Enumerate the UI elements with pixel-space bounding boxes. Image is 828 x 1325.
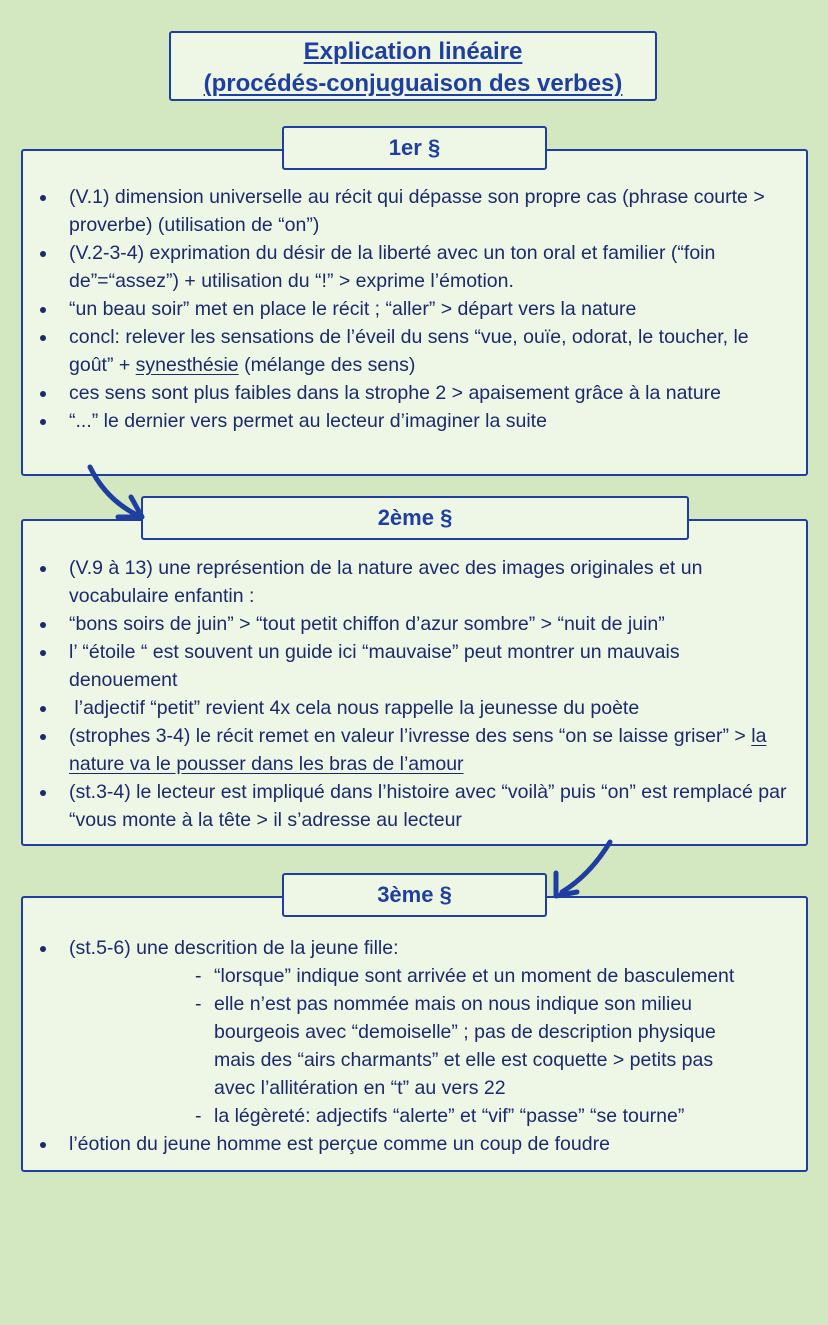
sub-item-text: bourgeois avec “demoiselle” ; pas de description physique [214, 1021, 716, 1043]
sub-item-text: “lorsque” indique sont arrivée et un moment de basculement [214, 965, 735, 987]
section-2-header: 2ème § [141, 496, 689, 540]
underlined-phrase: la nature va le pousser dans les bras de l’amour [69, 725, 767, 775]
list-item: (st.3-4) le lecteur est impliqué dans l’histoire avec “voilà” puis “on” est remplacé par “vous monte à la tête > il s’adresse au lecteur [23, 778, 806, 834]
list-item: “un beau soir” met en place le récit ; “aller” > départ vers la nature [23, 295, 806, 323]
sub-item-text: la légèreté: adjectifs “alerte” et “vif” “passe” “se tourne” [214, 1105, 685, 1127]
list-item: l’ “étoile “ est souvent un guide ici “mauvaise” peut montrer un mauvais denouement [23, 638, 806, 694]
curved-arrow-down-right-icon [90, 467, 142, 517]
list-item: ces sens sont plus faibles dans la strophe 2 > apaisement grâce à la nature [23, 379, 806, 407]
list-item: “bons soirs de juin” > “tout petit chiffon d’azur sombre” > “nuit de juin” [23, 610, 806, 638]
list-item-text: concl: relever les sensations de l’éveil du sens “vue, ouïe, odorat, le toucher, le goût” + [69, 326, 749, 376]
sub-item-text: elle n’est pas nommée mais on nous indique son milieu [214, 993, 693, 1015]
list-item: l’éotion du jeune homme est perçue comme un coup de foudre [23, 1130, 806, 1158]
sub-item-text: avec l’allitération en “t” au vers 22 [214, 1077, 506, 1099]
underlined-term: synesthésie [135, 354, 239, 376]
section-1-header: 1er § [282, 126, 547, 170]
list-item: (V.2-3-4) exprimation du désir de la liberté avec un ton oral et familier (“foin de”=“assez”) + utilisation du “!” > exprime l’émotion. [23, 239, 806, 295]
list-item: (V.9 à 13) une représention de la nature avec des images originales et un vocabulaire enfantin : [23, 554, 806, 610]
list-item: (V.1) dimension universelle au récit qui dépasse son propre cas (phrase courte > proverbe) (utilisation de “on”) [23, 183, 806, 239]
list-item-text: (st.5-6) une descrition de la jeune fille: [69, 937, 399, 959]
list-item: “...” le dernier vers permet au lecteur d’imaginer la suite [23, 407, 806, 435]
curved-arrow-down-left-icon [556, 842, 610, 896]
list-item-text: (strophes 3-4) le récit remet en valeur l’ivresse des sens “on se laisse griser” > [69, 725, 752, 747]
section-3-header: 3ème § [282, 873, 547, 917]
title-line-1: Explication linéaire [303, 38, 523, 65]
sub-item-text: mais des “airs charmants” et elle est coquette > petits pas [214, 1049, 714, 1071]
sub-item: - elle n’est pas nommée mais on nous indique son milieu bourgeois avec “demoiselle” ; pas de description physique mais des “airs charmants” et elle est coquette > petits pas avec l’allitération en “t” au vers 22 [195, 993, 716, 1099]
sub-item: - la légèreté: adjectifs “alerte” et “vif” “passe” “se tourne” [195, 1105, 685, 1127]
sub-item: - “lorsque” indique sont arrivée et un moment de basculement [195, 965, 735, 987]
list-item: l’adjectif “petit” revient 4x cela nous rappelle la jeunesse du poète [23, 694, 806, 722]
list-item-text: (mélange des sens) [238, 354, 416, 376]
title-line-2: (procédés-conjuguaison des verbes) [203, 70, 623, 97]
